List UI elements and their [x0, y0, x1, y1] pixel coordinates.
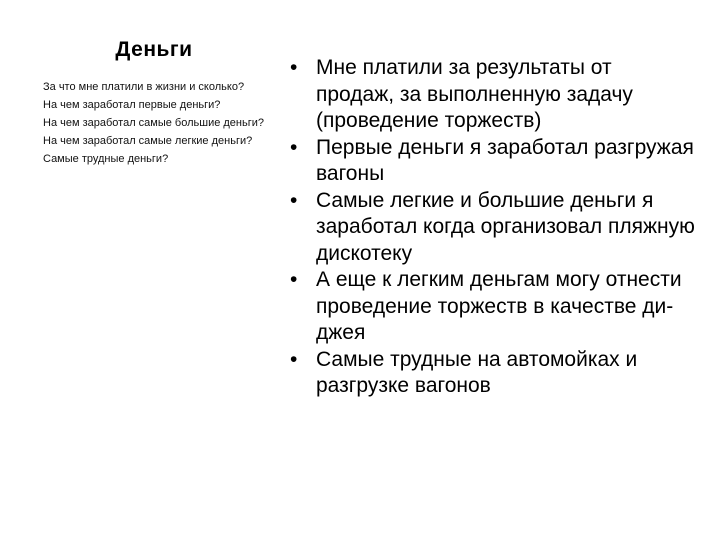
- answer-text: Мне платили за результаты от продаж, за выполненную задачу (проведение торжеств): [316, 56, 633, 132]
- answer-item: [290, 55, 695, 135]
- answer-text: Первые деньги я заработал разгружая вагоны: [316, 135, 694, 185]
- questions-panel: [43, 36, 273, 168]
- question-item: На чем заработал первые деньги?: [43, 99, 221, 111]
- answer-item: [290, 188, 695, 268]
- answer-text: А еще к легким деньгам могу отнести проведение торжеств в качестве ди-джея: [316, 268, 682, 344]
- question-item: На чем заработал самые большие деньги?: [43, 117, 265, 129]
- question-item: На чем заработал самые легкие деньги?: [43, 135, 253, 147]
- answer-list: [290, 55, 695, 400]
- question-list: [43, 78, 273, 168]
- question-item: Самые трудные деньги?: [43, 153, 169, 165]
- answers-panel: [290, 55, 695, 400]
- slide-title: Деньги: [115, 38, 193, 61]
- answer-item: [290, 267, 695, 347]
- question-item: За что мне платили в жизни и сколько?: [43, 81, 245, 93]
- bullet-icon: •: [290, 347, 298, 371]
- answer-item: [290, 347, 695, 400]
- answer-item: [290, 135, 695, 188]
- answer-text: Самые легкие и большие деньги я заработал когда организовал пляжную дискотеку: [316, 188, 695, 265]
- answer-text: Самые трудные на автомойках и разгрузке вагонов: [316, 347, 638, 397]
- bullet-icon: •: [290, 268, 298, 291]
- bullet-icon: •: [290, 188, 298, 212]
- bullet-icon: •: [290, 56, 298, 79]
- bullet-icon: •: [290, 135, 298, 159]
